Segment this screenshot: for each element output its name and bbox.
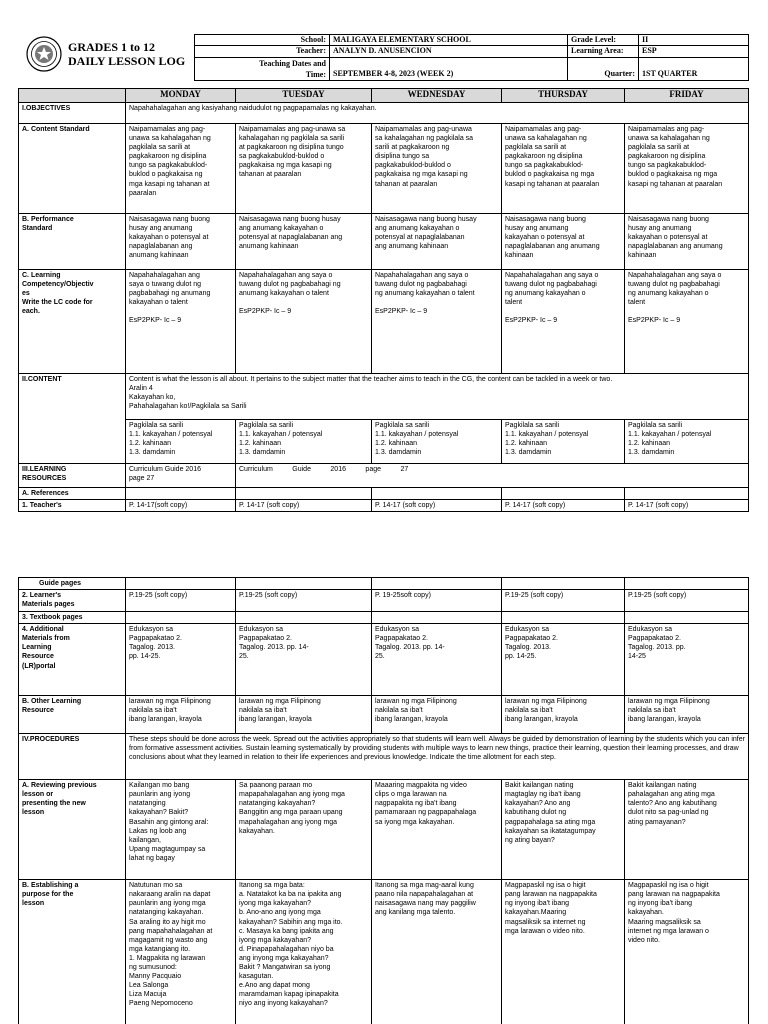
performance-standard-tuesday: Naisasagawa nang buong husay ang anumang kakayahan o potensyal at napaglalabanan ang anumang kahinaan <box>236 214 372 270</box>
lr-portal-thursday: Edukasyon sa Pagpapakatao 2. Tagalog. 2013. pp. 14-25. <box>502 624 625 696</box>
grade-value: II <box>639 35 749 46</box>
guide-pages-monday <box>126 578 236 590</box>
references-monday <box>126 488 236 500</box>
lesson-table-page-1 <box>18 88 749 512</box>
other-resource-thursday: larawan ng mga Filipinong nakilala sa iba't ibang larangan, krayola <box>502 696 625 734</box>
lc-code-note: Write the LC code for each. <box>22 299 93 316</box>
content-wednesday: Pagkilala sa sarili 1.1. kakayahan / potensyal 1.2. kahinaan 1.3. damdamin <box>372 420 502 464</box>
textbook-pages-wednesday <box>372 612 502 624</box>
reviewing-monday: Kailangan mo bang paunlarin ang iyong natatanging kakayahan? Bakit? Basahin ang gintong aral: Lakas ng loob ang kailangan, Upang magtagumpay sa lahat ng bagay <box>126 780 236 880</box>
purpose-tuesday: Itanong sa mga bata: a. Natatakot ka ba na ipakita ang iyong mga kakayahan? b. Ano-ano ang iyong mga kakayahan? Sabihin ang mga ito. c. Masaya ka bang ipakita ang iyong mga kakayahan? d. Pinapapahalagahan niyo ba ang inyong mga kakayahan? Bakit ? Mangatwiran sa iyong kasagutan. e.Ano ang dapat mong maramdaman kapag ipinapakita niyo ang inyong kakayahan? <box>236 880 372 1024</box>
performance-standard-friday: Naisasagawa nang buong husay ang anumang kakayahan o potensyal at napaglalabanan ang anumang kahinaan <box>625 214 749 270</box>
lesson-table-page-2 <box>18 577 749 1024</box>
guide-pages-label: Guide pages <box>19 578 126 590</box>
other-resource-tuesday: larawan ng mga Filipinong nakilala sa iba't ibang larangan, krayola <box>236 696 372 734</box>
competency-thursday: Napahahalagahan ang saya o tuwang dulot ng pagbabahagi ng anumang kakayahan o talent EsP2PKP- Ic – 9 <box>502 270 625 374</box>
guide-pages-friday <box>625 578 749 590</box>
grade-label: Grade Level: <box>568 35 639 46</box>
content-tuesday: Pagkilala sa sarili 1.1. kakayahan / potensyal 1.2. kahinaan 1.3. damdamin <box>236 420 372 464</box>
purpose-friday: Magpapaskil ng isa o higit pang larawan na nagpapakita ng inyong iba't ibang kakayahan. Maaring magsaliksik sa internet ng mga larawan o video nito. <box>625 880 749 1024</box>
content-standard-friday: Naipamamalas ang pag- unawa sa kahalagahan ng pagkilala sa sarili at pagkakaroon ng disiplina tungo sa pagkakabuklod- buklod o pagkakaisa ng mga kasapi ng tahanan at paaralan <box>625 124 749 214</box>
guide-pages-thursday <box>502 578 625 590</box>
textbook-pages-thursday <box>502 612 625 624</box>
days-corner <box>19 89 126 103</box>
content-standard-tuesday: Naipamamalas ang pag-unawa sa kahalagahan ng pagkilala sa sarili at pagkakaroon ng disiplina tungo sa pagkakabuklod-buklod o pagkakaisa ng mga kasapi ng tahanan at paaralan <box>236 124 372 214</box>
area-value: ESP <box>639 46 749 57</box>
lr-portal-wednesday: Edukasyon sa Pagpapakatao 2. Tagalog. 2013. pp. 14- 25. <box>372 624 502 696</box>
teacher-value: ANALYN D. ANUSENCION <box>330 46 568 57</box>
textbook-pages-monday <box>126 612 236 624</box>
textbook-pages-friday <box>625 612 749 624</box>
references-label: A. References <box>19 488 126 500</box>
learners-materials-friday: P.19-25 (soft copy) <box>625 590 749 612</box>
day-friday: FRIDAY <box>625 89 749 103</box>
content-standard-thursday: Naipamamalas ang pag- unawa sa kahalagahan ng pagkilala sa sarili at pagkakaroon ng disiplina tungo sa pagkakabuklod- buklod o pagkakaisa ng mga kasapi ng tahanan at paaralan <box>502 124 625 214</box>
learners-materials-tuesday: P.19-25 (soft copy) <box>236 590 372 612</box>
competency-label-cell <box>19 270 126 374</box>
other-resource-label: B. Other Learning Resource <box>19 696 126 734</box>
learning-resources-label: III.LEARNING RESOURCES <box>19 464 126 488</box>
purpose-thursday: Magpapaskil ng isa o higit pang larawan na nagpapakita ng inyong iba't ibang kakayahan.Maaring magsaliksik sa internet ng mga larawan o video nito. <box>502 880 625 1024</box>
textbook-pages-label: 3. Textbook pages <box>19 612 126 624</box>
deped-seal-icon <box>26 36 62 72</box>
performance-standard-wednesday: Naisasagawa nang buong husay ang anumang kakayahan o potensyal at napaglalabanan ang anumang kahinaan <box>372 214 502 270</box>
school-info-table <box>194 34 749 81</box>
performance-standard-monday: Naisasagawa nang buong husay ang anumang kakayahan o potensyal at napaglalabanan ang anumang kahinaan <box>126 214 236 270</box>
learners-materials-wednesday: P. 19-25soft copy) <box>372 590 502 612</box>
content-thursday: Pagkilala sa sarili 1.1. kakayahan / potensyal 1.2. kahinaan 1.3. damdamin <box>502 420 625 464</box>
other-resource-wednesday: larawan ng mga Filipinong nakilala sa iba't ibang larangan, krayola <box>372 696 502 734</box>
curriculum-guide-monday: Curriculum Guide 2016 page 27 <box>126 464 236 488</box>
log-title: GRADES 1 to 12 DAILY LESSON LOG <box>68 40 186 68</box>
lr-portal-label: 4. Additional Materials from Learning Resource (LR)portal <box>19 624 126 696</box>
objectives-text: Napahahalagahan ang kasiyahang naidudulot ng pagpapamalas ng kakayahan. <box>126 103 749 124</box>
purpose-wednesday: Itanong sa mga mag-aaral kung paano nila napapahalagahan at naisasagawa nang may paggiliw ang kanilang mga talento. <box>372 880 502 1024</box>
procedures-label: IV.PROCEDURES <box>19 734 126 780</box>
purpose-label: B. Establishing a purpose for the lesson <box>19 880 126 1024</box>
quarter-label: Quarter: <box>568 57 639 80</box>
reviewing-wednesday: Maaaring magpakita ng video clips o mga larawan na nagpapakita ng iba't ibang pamamaraan ng pagpapahalaga sa iyong mga kakayahan. <box>372 780 502 880</box>
teachers-guide-tuesday: P. 14-17 (soft copy) <box>236 500 372 512</box>
lr-portal-tuesday: Edukasyon sa Pagpapakatao 2. Tagalog. 2013. pp. 14- 25. <box>236 624 372 696</box>
performance-standard-label: B. Performance Standard <box>19 214 126 270</box>
teachers-guide-wednesday: P. 14-17 (soft copy) <box>372 500 502 512</box>
learners-materials-monday: P.19-25 (soft copy) <box>126 590 236 612</box>
references-tuesday <box>236 488 372 500</box>
reviewing-tuesday: Sa paanong paraan mo mapapahalagahan ang iyong mga natatanging kakayahan? Banggitin ang mga paraan upang mapahalagahan ang iyong mga kakayahan. <box>236 780 372 880</box>
day-tuesday: TUESDAY <box>236 89 372 103</box>
teachers-guide-thursday: P. 14-17 (soft copy) <box>502 500 625 512</box>
quarter-value: 1ST QUARTER <box>639 57 749 80</box>
teachers-guide-monday: P. 14-17(soft copy) <box>126 500 236 512</box>
references-thursday <box>502 488 625 500</box>
guide-pages-tuesday <box>236 578 372 590</box>
textbook-pages-tuesday <box>236 612 372 624</box>
teachers-guide-friday: P. 14-17 (soft copy) <box>625 500 749 512</box>
competency-label: C. Learning Competency/Objectiv es <box>22 272 94 298</box>
other-resource-monday: larawan ng mga Filipinong nakilala sa iba't ibang larangan, krayola <box>126 696 236 734</box>
day-thursday: THURSDAY <box>502 89 625 103</box>
competency-friday: Napahahalagahan ang saya o tuwang dulot ng pagbabahagi ng anumang kakayahan o talent EsP2PKP- Ic – 9 <box>625 270 749 374</box>
area-label: Learning Area: <box>568 46 639 57</box>
references-friday <box>625 488 749 500</box>
day-monday: MONDAY <box>126 89 236 103</box>
content-standard-label: A. Content Standard <box>19 124 126 214</box>
dates-label: Teaching Dates and Time: <box>195 57 330 80</box>
teachers-guide-label: 1. Teacher's <box>19 500 126 512</box>
competency-wednesday: Napahahalagahan ang saya o tuwang dulot ng pagbabahagi ng anumang kakayahan o talent EsP2PKP- Ic – 9 <box>372 270 502 374</box>
learners-materials-thursday: P.19-25 (soft copy) <box>502 590 625 612</box>
competency-monday: Napahahalagahan ang saya o tuwang dulot ng pagbabahagi ng anumang kakayahan o talent EsP2PKP- Ic – 9 <box>126 270 236 374</box>
learners-materials-label: 2. Learner's Materials pages <box>19 590 126 612</box>
reviewing-thursday: Bakit kailangan nating magtaglay ng iba't ibang kakayahan? Ano ang kabutihang dulot ng pagpapahalaga sa ating mga kakayahan sa ikatatagumpay ng ating bayan? <box>502 780 625 880</box>
content-label: II.CONTENT <box>19 374 126 464</box>
other-resource-friday: larawan ng mga Filipinong nakilala sa iba't ibang larangan, krayola <box>625 696 749 734</box>
purpose-monday: Natutunan mo sa nakaraang aralin na dapat paunlarin ang iyong mga natatanging kakayahan. Sa araling ito ay higit mo pang mapahahalagahan at magagamit ng wasto ang mga katangiang ito. 1. Magpakita ng larawan ng sumusunod: Manny Pacquaio Lea Salonga Liza Macuja Paeng Nepomoceno <box>126 880 236 1024</box>
content-standard-monday: Naipamamalas ang pag- unawa sa kahalagahan ng pagkilala sa sarili at pagkakaroon ng disiplina tungo sa pagkakabuklod- buklod o pagkakaisa ng mga kasapi ng tahanan at paaralan <box>126 124 236 214</box>
objectives-label: I.OBJECTIVES <box>19 103 126 124</box>
day-wednesday: WEDNESDAY <box>372 89 502 103</box>
school-value: MALIGAYA ELEMENTARY SCHOOL <box>330 35 568 46</box>
curriculum-guide-week: Curriculum Guide 2016 page 27 <box>236 464 749 488</box>
references-wednesday <box>372 488 502 500</box>
reviewing-friday: Bakit kailangan nating pahalagahan ang ating mga talento? Ano ang kabutihang dulot nito sa pag-unlad ng ating pamayanan? <box>625 780 749 880</box>
content-monday: Pagkilala sa sarili 1.1. kakayahan / potensyal 1.2. kahinaan 1.3. damdamin <box>126 420 236 464</box>
procedures-text: These steps should be done across the week. Spread out the activities appropriately so that students will learn well. Always be guided by demonstration of learning by the students which you can infer from formative assessment activities. Sustain learning systematically by providing students with multiple ways to learn new things, practice their learning, question their learning processes, and draw conclusions about what they learned in relation to their life experiences and previous knowledge. Indicate the time allotment for each step. <box>126 734 749 780</box>
school-label: School: <box>195 35 330 46</box>
guide-pages-wednesday <box>372 578 502 590</box>
performance-standard-thursday: Naisasagawa nang buong husay ang anumang kakayahan o potensyal at napaglalabanan ang anumang kahinaan <box>502 214 625 270</box>
competency-tuesday: Napahahalagahan ang saya o tuwang dulot ng pagbabahagi ng anumang kakayahan o talent EsP2PKP- Ic – 9 <box>236 270 372 374</box>
content-friday: Pagkilala sa sarili 1.1. kakayahan / potensyal 1.2. kahinaan 1.3. damdamin <box>625 420 749 464</box>
teacher-label: Teacher: <box>195 46 330 57</box>
content-standard-wednesday: Naipamamalas ang pag-unawa sa kahalagahan ng pagkilala sa sarili at pagkakaroon ng disiplina tungo sa pagkakabuklod-buklod o pagkakaisa ng mga kasapi ng tahanan at paaralan <box>372 124 502 214</box>
lr-portal-friday: Edukasyon sa Pagpapakatao 2. Tagalog. 2013. pp. 14-25 <box>625 624 749 696</box>
dates-value: SEPTEMBER 4-8, 2023 (WEEK 2) <box>330 57 568 80</box>
lr-portal-monday: Edukasyon sa Pagpapakatao 2. Tagalog. 2013. pp. 14-25. <box>126 624 236 696</box>
content-text: Content is what the lesson is all about. It pertains to the subject matter that the teacher aims to teach in the CG, the content can be tackled in a week or two. Aralin 4 Kakayahan ko, Pahahalagahan ko!/Pagkilala sa Sarili <box>126 374 749 420</box>
reviewing-label: A. Reviewing previous lesson or presenting the new lesson <box>19 780 126 880</box>
